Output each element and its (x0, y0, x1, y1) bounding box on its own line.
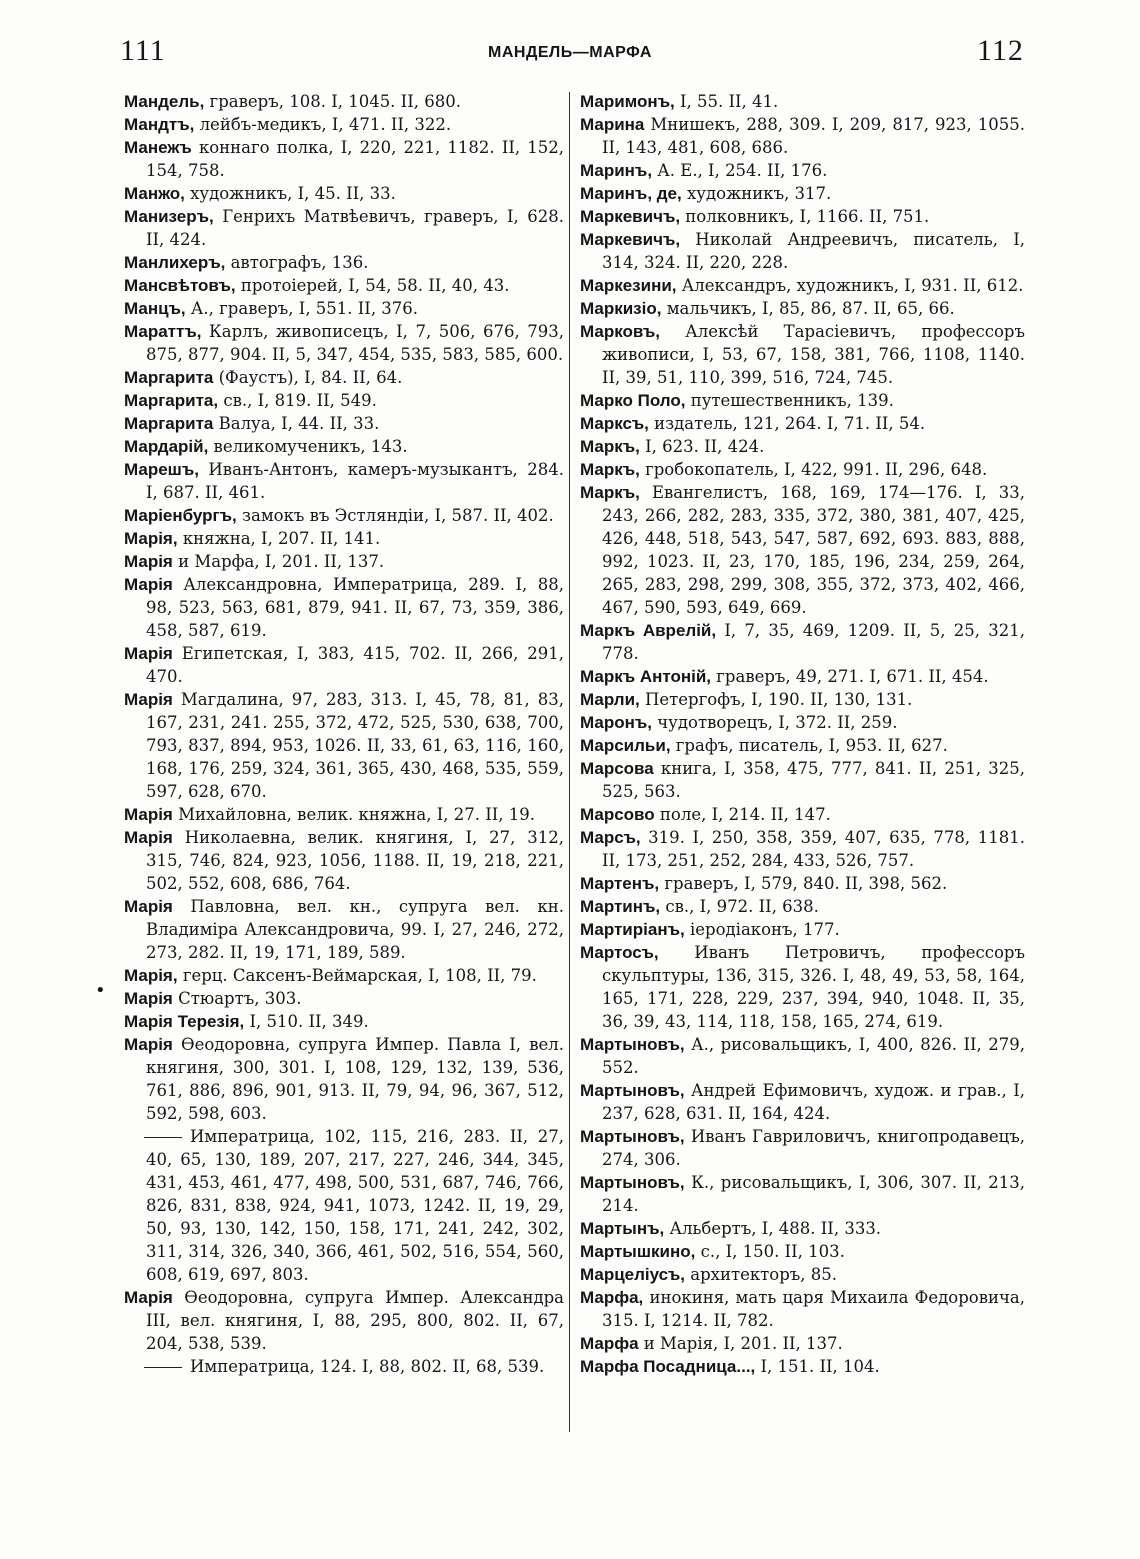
index-entry (124, 642, 564, 688)
entry-headword: Марія (124, 552, 173, 571)
index-entry (580, 619, 1025, 665)
entry-headword: Марсильи, (580, 736, 671, 755)
index-entry (124, 527, 564, 550)
entry-headword: Маркъ Аврелій, (580, 621, 717, 640)
entry-headword: Марли, (580, 690, 640, 709)
entry-references: замокъ въ Эстляндіи, I, 587. II, 402. (236, 506, 554, 525)
entry-references: автографъ, 136. (225, 253, 369, 272)
index-entry (580, 113, 1025, 159)
entry-references: художникъ, I, 45. II, 33. (184, 184, 396, 203)
entry-headword: Маркизіо, (580, 299, 662, 318)
entry-headword: Мартосъ, (580, 943, 659, 962)
index-entry (580, 941, 1025, 1033)
entry-headword: Марія (124, 575, 173, 594)
index-entry (580, 757, 1025, 803)
index-entry (580, 1079, 1025, 1125)
index-entry (124, 182, 564, 205)
entry-headword: Марцеліусъ, (580, 1265, 686, 1284)
index-entry (580, 320, 1025, 389)
entry-headword: Мартыновъ, (580, 1035, 685, 1054)
entry-headword: Марфа Посадница..., (580, 1357, 756, 1376)
entry-headword: Манжо, (124, 184, 185, 203)
entry-headword: Марешъ, (124, 460, 199, 479)
entry-references: Мнишекъ, 288, 309. I, 209, 817, 923, 1055. II, 143, 481, 608, 686. (602, 115, 1025, 157)
index-entry (580, 895, 1025, 918)
index-entry (580, 1332, 1025, 1355)
entry-references: лейбъ-медикъ, I, 471. II, 322. (194, 115, 452, 134)
ditto-dash (144, 1137, 182, 1138)
entry-references: св., I, 972. II, 638. (660, 897, 819, 916)
entry-references: Алексѣй Тарасіевичъ, профессоръ живописи, I, 53, 67, 158, 381, 766, 1108, 1140. II, 39, 51, 110, 399, 516, 724, 745. (602, 322, 1025, 387)
entry-references: I, 151. II, 104. (755, 1357, 880, 1376)
entry-headword: Марія (124, 897, 173, 916)
entry-headword: Мартыновъ, (580, 1127, 685, 1146)
entry-references: Александровна, Императрица, 289. I, 88, 98, 523, 563, 681, 879, 941. II, 67, 73, 359, 386, 458, 587, 619. (146, 575, 564, 640)
index-column-left (124, 90, 564, 1378)
index-entry (580, 711, 1025, 734)
entry-headword: Марія (124, 1288, 173, 1307)
index-entry (124, 504, 564, 527)
entry-references: Иванъ Петровичъ, профессоръ скульптуры, 136, 315, 326. I, 48, 49, 53, 58, 164, 165, 171, 228, 229, 237, 394, 940, 1048. II, 35, 36, 39, 43, 114, 118, 158, 165, 274, 619. (602, 943, 1025, 1031)
index-entry (124, 412, 564, 435)
entry-headword: Маркъ Антоній, (580, 667, 712, 686)
entry-references: Иванъ Гавриловичъ, книгопродавецъ, 274, 306. (602, 1127, 1025, 1169)
index-entry (124, 550, 564, 573)
entry-references: Өеодоровна, супруга Импер. Александра III, вел. княгиня, I, 88, 295, 800, 802. II, 67, 204, 538, 539. (146, 1288, 564, 1353)
entry-references: іеродіаконъ, 177. (684, 920, 840, 939)
index-entry (580, 1125, 1025, 1171)
index-entry (124, 136, 564, 182)
entry-headword: Марсова (580, 759, 654, 778)
entry-headword: Манцъ, (124, 299, 186, 318)
entry-headword: Маргарита (124, 414, 214, 433)
entry-references: путешественникъ, 139. (685, 391, 894, 410)
entry-references: А., граверъ, I, 551. II, 376. (185, 299, 419, 318)
index-entry (580, 1217, 1025, 1240)
entry-headword: Марко Поло, (580, 391, 686, 410)
entry-headword: Марфа, (580, 1288, 644, 1307)
entry-references: и Марія, I, 201. II, 137. (638, 1334, 843, 1353)
entry-headword: Маркевичъ, (580, 230, 681, 249)
entry-references: Евангелистъ, 168, 169, 174—176. I, 33, 243, 266, 282, 283, 335, 372, 380, 381, 407, 425, 426, 448, 518, 543, 547, 587, 692, 693. 883, 888, 992, 1023. II, 23, 170, 185, 196, 234, 259, 264, 265, 283, 298, 299, 308, 355, 372, 373, 402, 466, 467, 590, 593, 649, 669. (602, 483, 1025, 617)
entry-headword: Марфа (580, 1334, 639, 1353)
entry-headword: Марія (124, 1035, 173, 1054)
index-entry (124, 1355, 564, 1378)
entry-headword: Манлихеръ, (124, 253, 226, 272)
entry-references: мальчикъ, I, 85, 86, 87. II, 65, 66. (661, 299, 955, 318)
entry-references: (Фаустъ), I, 84. II, 64. (213, 368, 403, 387)
index-entry (124, 688, 564, 803)
entry-headword: Маринъ, де, (580, 184, 682, 203)
entry-headword: Марія Терезія, (124, 1012, 245, 1031)
index-entry (580, 688, 1025, 711)
entry-references: Михайловна, велик. княжна, I, 27. II, 19. (172, 805, 535, 824)
entry-references: великомученикъ, 143. (208, 437, 408, 456)
index-entry (124, 389, 564, 412)
entry-headword: Мартыновъ, (580, 1173, 685, 1192)
entry-headword: Маримонъ, (580, 92, 675, 111)
index-entry (580, 1355, 1025, 1378)
entry-references: княжна, I, 207. II, 141. (177, 529, 381, 548)
entry-headword: Мартенъ, (580, 874, 660, 893)
ditto-dash (144, 1367, 182, 1368)
index-entry (580, 182, 1025, 205)
index-entry (580, 228, 1025, 274)
entry-references: графъ, писатель, I, 953. II, 627. (670, 736, 948, 755)
entry-references: Карлъ, живописецъ, I, 7, 506, 676, 793, 875, 877, 904. II, 5, 347, 454, 535, 583, 585, 600. (146, 322, 564, 364)
entry-headword: Мартыновъ, (580, 1081, 685, 1100)
entry-references: Магдалина, 97, 283, 313. I, 45, 78, 81, 83, 167, 231, 241. 255, 372, 472, 525, 530, 638, 700, 793, 837, 894, 953, 1026. II, 33, 61, 63, 116, 160, 168, 176, 259, 324, 361, 365, 430, 468, 535, 559, 597, 628, 670. (146, 690, 564, 801)
index-entry (124, 435, 564, 458)
entry-headword: Марія, (124, 529, 178, 548)
page-number-right: 112 (977, 34, 1024, 67)
index-entry (580, 1263, 1025, 1286)
entry-headword: Маринъ, (580, 161, 653, 180)
entry-headword: Маркъ, (580, 483, 640, 502)
entry-references: с., I, 150. II, 103. (695, 1242, 845, 1261)
entry-headword: Марія (124, 805, 173, 824)
entry-headword: Мандтъ, (124, 115, 195, 134)
entry-headword: Мансвѣтовъ, (124, 276, 236, 295)
entry-references: Валуа, I, 44. II, 33. (213, 414, 380, 433)
entry-references: полковникъ, I, 1166. II, 751. (680, 207, 930, 226)
entry-headword: Маргарита, (124, 391, 219, 410)
entry-references: граверъ, 108. I, 1045. II, 680. (204, 92, 461, 111)
entry-references: гробокопатель, I, 422, 991. II, 296, 648. (639, 460, 988, 479)
page-number-left: 111 (120, 34, 166, 67)
entry-references: книга, I, 358, 475, 777, 841. II, 251, 325, 525, 563. (602, 759, 1025, 801)
index-entry (124, 895, 564, 964)
entry-references: и Марфа, I, 201. II, 137. (172, 552, 385, 571)
entry-headword: Марксъ, (580, 414, 649, 433)
index-entry (124, 297, 564, 320)
entry-headword: Маркевичъ, (580, 207, 681, 226)
index-entry (124, 1010, 564, 1033)
index-entry (580, 458, 1025, 481)
entry-headword: Мардарій, (124, 437, 209, 456)
entry-references: Императрица, 124. I, 88, 802. II, 68, 539. (190, 1357, 545, 1376)
entry-references: чудотворецъ, I, 372. II, 259. (651, 713, 898, 732)
entry-headword: Маріенбургъ, (124, 506, 237, 525)
entry-references: протоіерей, I, 54, 58. II, 40, 43. (235, 276, 510, 295)
entry-references: граверъ, I, 579, 840. II, 398, 562. (659, 874, 948, 893)
entry-references: А., рисовальщикъ, I, 400, 826. II, 279, 552. (602, 1035, 1025, 1077)
entry-headword: Марія (124, 989, 173, 1008)
index-entry (124, 458, 564, 504)
entry-references: 319. I, 250, 358, 359, 407, 635, 778, 1181. II, 173, 251, 252, 284, 433, 526, 757. (602, 828, 1025, 870)
index-entry (580, 918, 1025, 941)
index-entry (124, 90, 564, 113)
entry-references: коннаго полка, I, 220, 221, 1182. II, 152, 154, 758. (146, 138, 564, 180)
index-entry (124, 113, 564, 136)
index-entry (124, 205, 564, 251)
entry-references: I, 55. II, 41. (674, 92, 779, 111)
entry-headword: Марія (124, 690, 173, 709)
index-entry (124, 320, 564, 366)
index-entry (124, 803, 564, 826)
index-entry (580, 435, 1025, 458)
entry-references: Иванъ-Антонъ, камеръ-музыкантъ, 284. I, 687. II, 461. (146, 460, 564, 502)
index-entry (124, 251, 564, 274)
index-entry (124, 987, 564, 1010)
entry-references: граверъ, 49, 271. I, 671. II, 454. (711, 667, 989, 686)
entry-headword: Марина (580, 115, 645, 134)
index-entry (124, 826, 564, 895)
entry-references: Петергофъ, I, 190. II, 130, 131. (639, 690, 913, 709)
column-divider (569, 92, 570, 1432)
index-entry (580, 734, 1025, 757)
entry-headword: Мартинъ, (580, 897, 661, 916)
entry-references: Императрица, 102, 115, 216, 283. II, 27, 40, 65, 130, 189, 207, 217, 227, 246, 344, 345, 431, 453, 461, 477, 498, 500, 531, 687, 746, 766, 826, 831, 838, 924, 941, 1073, 1242. II, 19, 29, 50, 93, 130, 142, 150, 158, 171, 241, 242, 302, 311, 314, 326, 340, 366, 461, 502, 516, 554, 560, 608, 619, 697, 803. (146, 1127, 564, 1284)
entry-headword: Марсъ, (580, 828, 641, 847)
index-entry (580, 1240, 1025, 1263)
index-entry (580, 481, 1025, 619)
entry-headword: Маронъ, (580, 713, 652, 732)
entry-headword: Мараттъ, (124, 322, 202, 341)
index-entry (580, 1171, 1025, 1217)
index-entry (580, 159, 1025, 182)
entry-references: Андрей Ефимовичъ, худож. и грав., I, 237, 628, 631. II, 164, 424. (602, 1081, 1025, 1123)
index-entry (580, 803, 1025, 826)
entry-references: Генрихъ Матвѣевичъ, граверъ, I, 628. II, 424. (146, 207, 564, 249)
entry-headword: Марія (124, 644, 173, 663)
entry-headword: Маркъ, (580, 437, 640, 456)
index-entry (124, 1125, 564, 1286)
running-title: МАНДЕЛЬ—МАРФА (488, 44, 652, 61)
entry-references: Стюартъ, 303. (172, 989, 302, 1008)
stray-mark: • (95, 980, 106, 1001)
entry-references: Павловна, вел. кн., супруга вел. кн. Владиміра Александровича, 99. I, 27, 246, 272, 273, 282. II, 19, 171, 189, 589. (146, 897, 564, 962)
entry-references: Альбертъ, I, 488. II, 333. (664, 1219, 882, 1238)
index-entry (580, 665, 1025, 688)
index-entry (580, 1286, 1025, 1332)
entry-references: I, 7, 35, 469, 1209. II, 5, 25, 321, 778. (602, 621, 1025, 663)
page-header (0, 34, 1140, 74)
entry-references: Николай Андреевичъ, писатель, I, 314, 324. II, 220, 228. (602, 230, 1025, 272)
entry-references: художникъ, 317. (681, 184, 832, 203)
entry-references: К., рисовальщикъ, I, 306, 307. II, 213, 214. (602, 1173, 1025, 1215)
entry-headword: Маргарита (124, 368, 214, 387)
index-entry (580, 872, 1025, 895)
entry-headword: Маркезини, (580, 276, 677, 295)
entry-references: А. Е., I, 254. II, 176. (652, 161, 828, 180)
entry-headword: Марковъ, (580, 322, 661, 341)
index-entry (580, 1033, 1025, 1079)
entry-references: св., I, 819. II, 549. (218, 391, 377, 410)
entry-references: герц. Саксенъ-Веймарская, I, 108, II, 79. (177, 966, 537, 985)
index-entry (124, 1286, 564, 1355)
index-entry (124, 964, 564, 987)
entry-references: инокиня, мать царя Михаила Федоровича, 315. I, 1214. II, 782. (602, 1288, 1025, 1330)
entry-references: Өеодоровна, супруга Импер. Павла I, вел. княгиня, 300, 301. I, 108, 129, 132, 139, 536, 761, 886, 896, 901, 913. II, 79, 94, 96, 367, 512, 592, 598, 603. (146, 1035, 564, 1123)
index-entry (124, 274, 564, 297)
entry-headword: Мартынъ, (580, 1219, 665, 1238)
entry-headword: Мандель, (124, 92, 205, 111)
entry-references: Египетская, I, 383, 415, 702. II, 266, 291, 470. (146, 644, 564, 686)
entry-references: Николаевна, велик. княгиня, I, 27, 312, 315, 746, 824, 923, 1056, 1188. II, 19, 218, 221, 502, 552, 608, 686, 764. (146, 828, 564, 893)
index-entry (580, 389, 1025, 412)
entry-headword: Марія, (124, 966, 178, 985)
entry-headword: Мартиріанъ, (580, 920, 685, 939)
index-entry (580, 90, 1025, 113)
index-entry (124, 1033, 564, 1125)
index-entry (580, 205, 1025, 228)
entry-headword: Мартышкино, (580, 1242, 696, 1261)
entry-headword: Манежъ (124, 138, 192, 157)
entry-references: I, 623. II, 424. (639, 437, 765, 456)
index-entry (124, 366, 564, 389)
index-entry (124, 573, 564, 642)
entry-headword: Марія (124, 828, 173, 847)
index-column-right (580, 90, 1025, 1378)
entry-headword: Манизеръ, (124, 207, 214, 226)
entry-references: архитекторъ, 85. (685, 1265, 838, 1284)
index-entry (580, 412, 1025, 435)
entry-references: Александръ, художникъ, I, 931. II, 612. (676, 276, 1024, 295)
index-entry (580, 297, 1025, 320)
entry-headword: Маркъ, (580, 460, 640, 479)
entry-headword: Марсово (580, 805, 655, 824)
entry-references: поле, I, 214. II, 147. (654, 805, 831, 824)
entry-references: I, 510. II, 349. (244, 1012, 369, 1031)
index-entry (580, 826, 1025, 872)
entry-references: издатель, 121, 264. I, 71. II, 54. (648, 414, 926, 433)
index-entry (580, 274, 1025, 297)
